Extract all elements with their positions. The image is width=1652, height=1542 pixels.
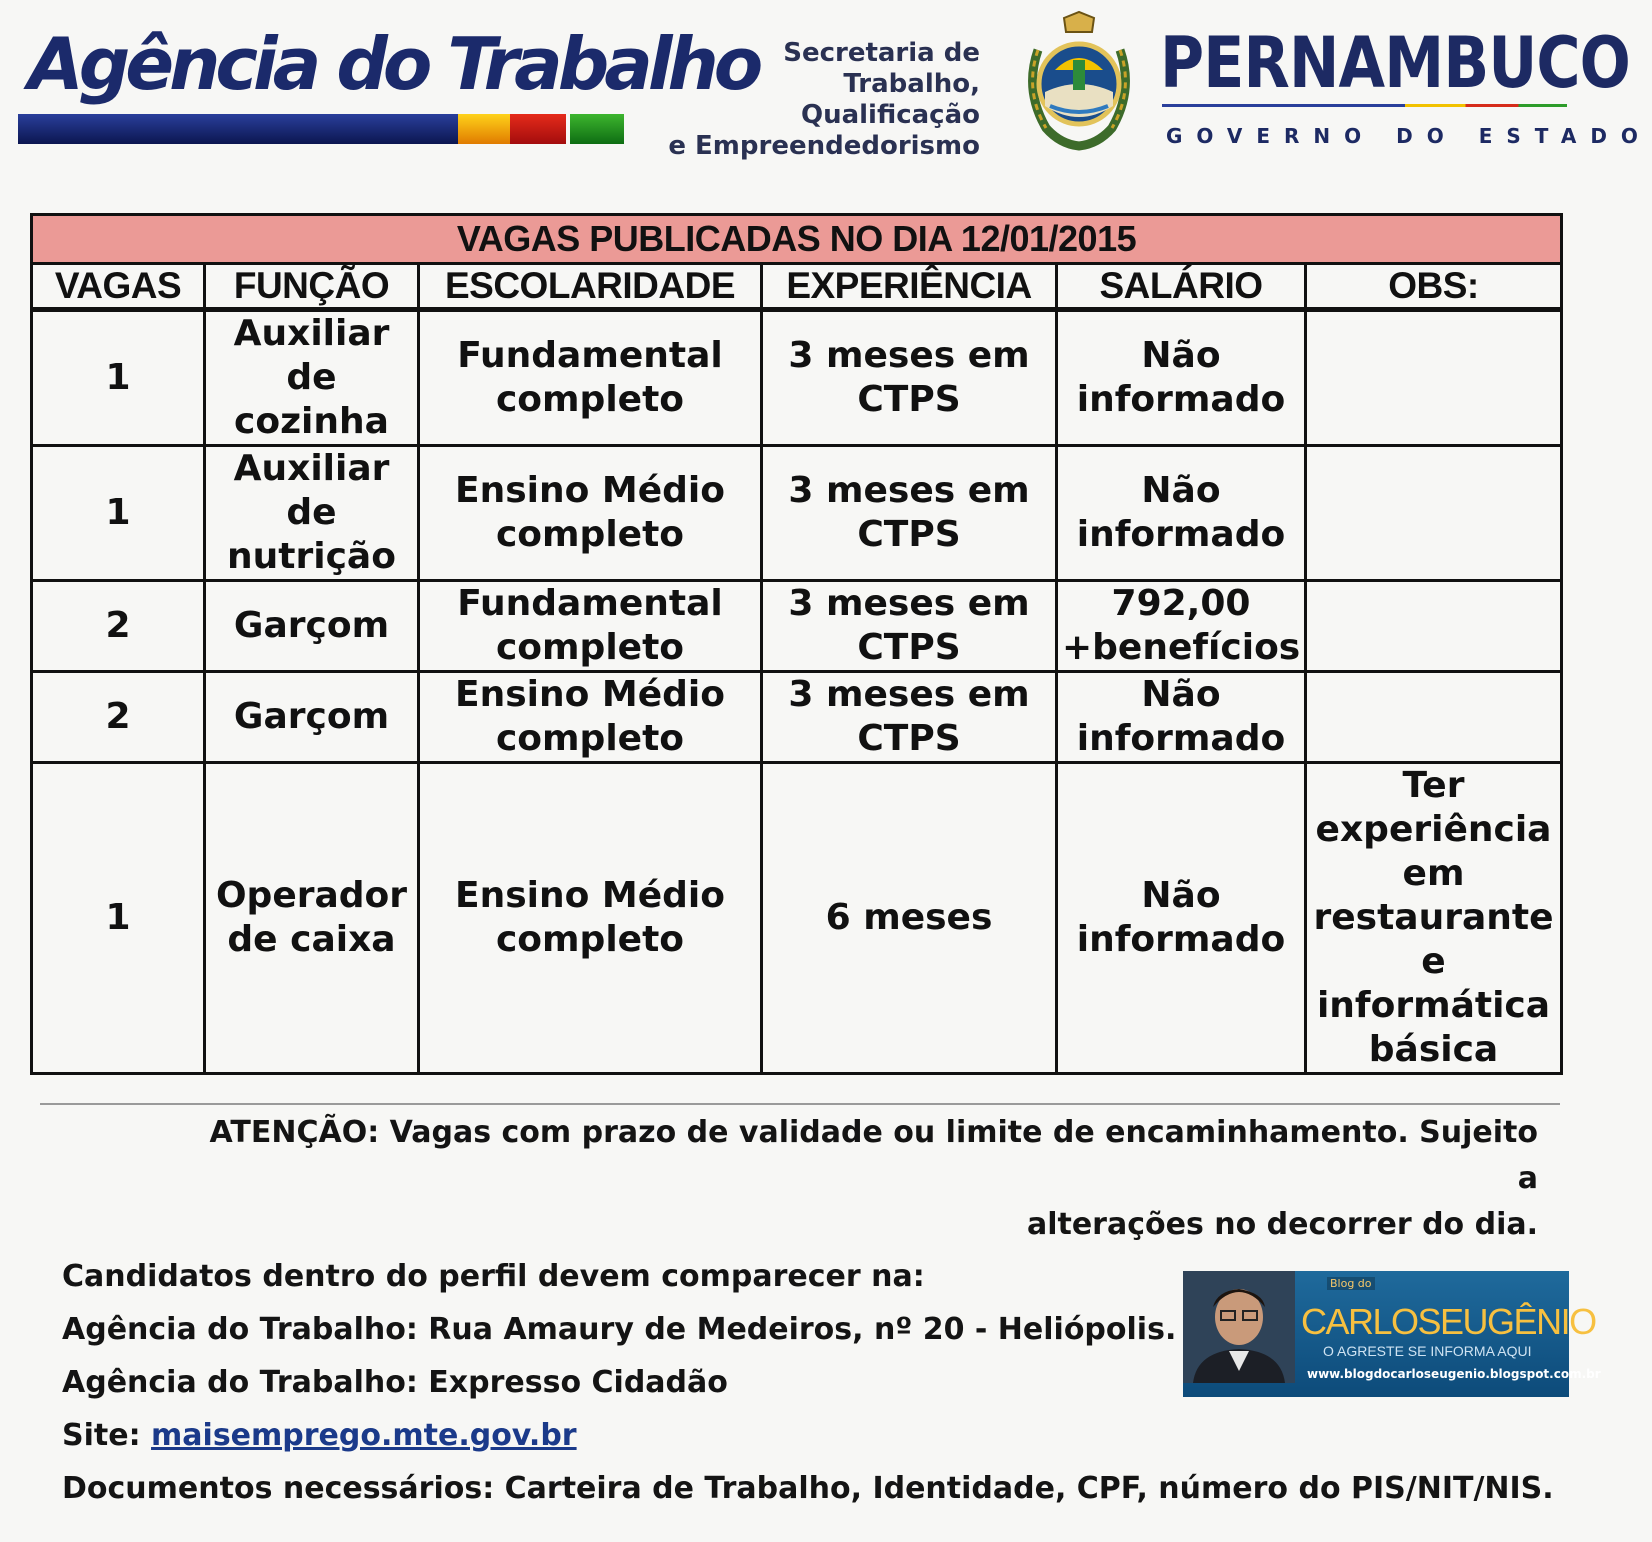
cell-experiencia: 3 meses em CTPS [762, 672, 1057, 763]
blog-tagline: O AGRESTE SE INFORMA AQUI [1323, 1343, 1532, 1359]
cell-experiencia: 6 meses [762, 763, 1057, 1074]
attention-notice [200, 1110, 1538, 1248]
bar-segment-red [510, 114, 566, 144]
cell-vagas: 1 [32, 446, 205, 581]
coat-of-arms-icon [1020, 10, 1138, 150]
info-line: Documentos necessários: Carteira de Trabalho, Identidade, CPF, número do PIS/NIT/NIS. [62, 1471, 1554, 1506]
page-header [0, 0, 1652, 190]
info-line: Candidatos dentro do perfil devem comparecer na: [62, 1259, 925, 1294]
cell-escolaridade: Fundamental completo [419, 310, 762, 446]
cell-salario: Não informado [1057, 672, 1306, 763]
cell-funcao: Operador de caixa [205, 763, 419, 1074]
info-line: Agência do Trabalho: Expresso Cidadão [62, 1365, 728, 1400]
table-row [32, 446, 1562, 581]
secretaria-line: Trabalho, Qualificação [800, 69, 980, 130]
cell-escolaridade: Ensino Médio completo [419, 672, 762, 763]
site-line [62, 1409, 1562, 1462]
state-name: PERNAMBUCO [1160, 22, 1631, 104]
cell-escolaridade: Fundamental completo [419, 581, 762, 672]
job-vacancies-table [30, 213, 1563, 1075]
cell-vagas: 2 [32, 672, 205, 763]
column-header-vagas: VAGAS [32, 264, 205, 310]
cell-obs [1306, 581, 1562, 672]
bar-segment-yellow [458, 114, 510, 144]
secretaria-line: e Empreendedorismo [668, 131, 980, 161]
site-label: Site: [62, 1418, 152, 1453]
cell-funcao: Garçom [205, 581, 419, 672]
attention-line: alterações no decorrer do dia. [1026, 1207, 1538, 1242]
cell-obs: Ter experiência em restaurante e informática básica [1306, 763, 1562, 1074]
cell-obs [1306, 446, 1562, 581]
table-title: VAGAS PUBLICADAS NO DIA 12/01/2015 [32, 215, 1562, 264]
agencia-do-trabalho-logo [18, 22, 759, 147]
cell-experiencia: 3 meses em CTPS [762, 310, 1057, 446]
agencia-color-bar [18, 114, 628, 144]
cell-vagas: 1 [32, 310, 205, 446]
secretaria-text [660, 38, 980, 162]
cell-funcao: Auxiliar de cozinha [205, 310, 419, 446]
blog-small-label: Blog do [1327, 1277, 1375, 1290]
divider-line [40, 1103, 1560, 1105]
agencia-logo-text: Agência do Trabalho [28, 22, 759, 106]
cell-funcao: Auxiliar de nutrição [205, 446, 419, 581]
column-header-salario: SALÁRIO [1057, 264, 1306, 310]
table-row [32, 581, 1562, 672]
cell-salario: Não informado [1057, 446, 1306, 581]
cell-salario: Não informado [1057, 310, 1306, 446]
cell-obs [1306, 672, 1562, 763]
secretaria-line: Secretaria de [783, 38, 980, 68]
attention-line: ATENÇÃO: Vagas com prazo de validade ou limite de encaminhamento. Sujeito a [209, 1115, 1538, 1196]
state-subtitle: GOVERNO DO ESTADO [1166, 124, 1652, 148]
cell-escolaridade: Ensino Médio completo [419, 446, 762, 581]
state-color-line [1162, 104, 1567, 107]
info-line: Agência do Trabalho: Rua Amaury de Medeiros, nº 20 - Heliópolis. [62, 1312, 1177, 1347]
blog-banner[interactable] [1183, 1271, 1601, 1397]
cell-experiencia: 3 meses em CTPS [762, 446, 1057, 581]
cell-experiencia: 3 meses em CTPS [762, 581, 1057, 672]
table-title-row [32, 215, 1562, 264]
cell-vagas: 1 [32, 763, 205, 1074]
table-header-row [32, 264, 1562, 310]
bar-segment-blue [18, 114, 458, 144]
cell-salario: 792,00 +benefícios [1057, 581, 1306, 672]
table-row [32, 763, 1562, 1074]
cell-obs [1306, 310, 1562, 446]
table-row [32, 672, 1562, 763]
column-header-obs: OBS: [1306, 264, 1562, 310]
blog-url: www.blogdocarloseugenio.blogspot.com.br [1307, 1367, 1601, 1381]
avatar [1183, 1271, 1295, 1383]
blog-name: CARLOSEUGÊNIO [1301, 1301, 1596, 1342]
cell-escolaridade: Ensino Médio completo [419, 763, 762, 1074]
site-link[interactable]: maisemprego.mte.gov.br [151, 1418, 577, 1453]
column-header-escolaridade: ESCOLARIDADE [419, 264, 762, 310]
bar-segment-green [570, 114, 624, 144]
cell-funcao: Garçom [205, 672, 419, 763]
column-header-funcao: FUNÇÃO [205, 264, 419, 310]
table-row [32, 310, 1562, 446]
column-header-experiencia: EXPERIÊNCIA [762, 264, 1057, 310]
cell-vagas: 2 [32, 581, 205, 672]
cell-salario: Não informado [1057, 763, 1306, 1074]
